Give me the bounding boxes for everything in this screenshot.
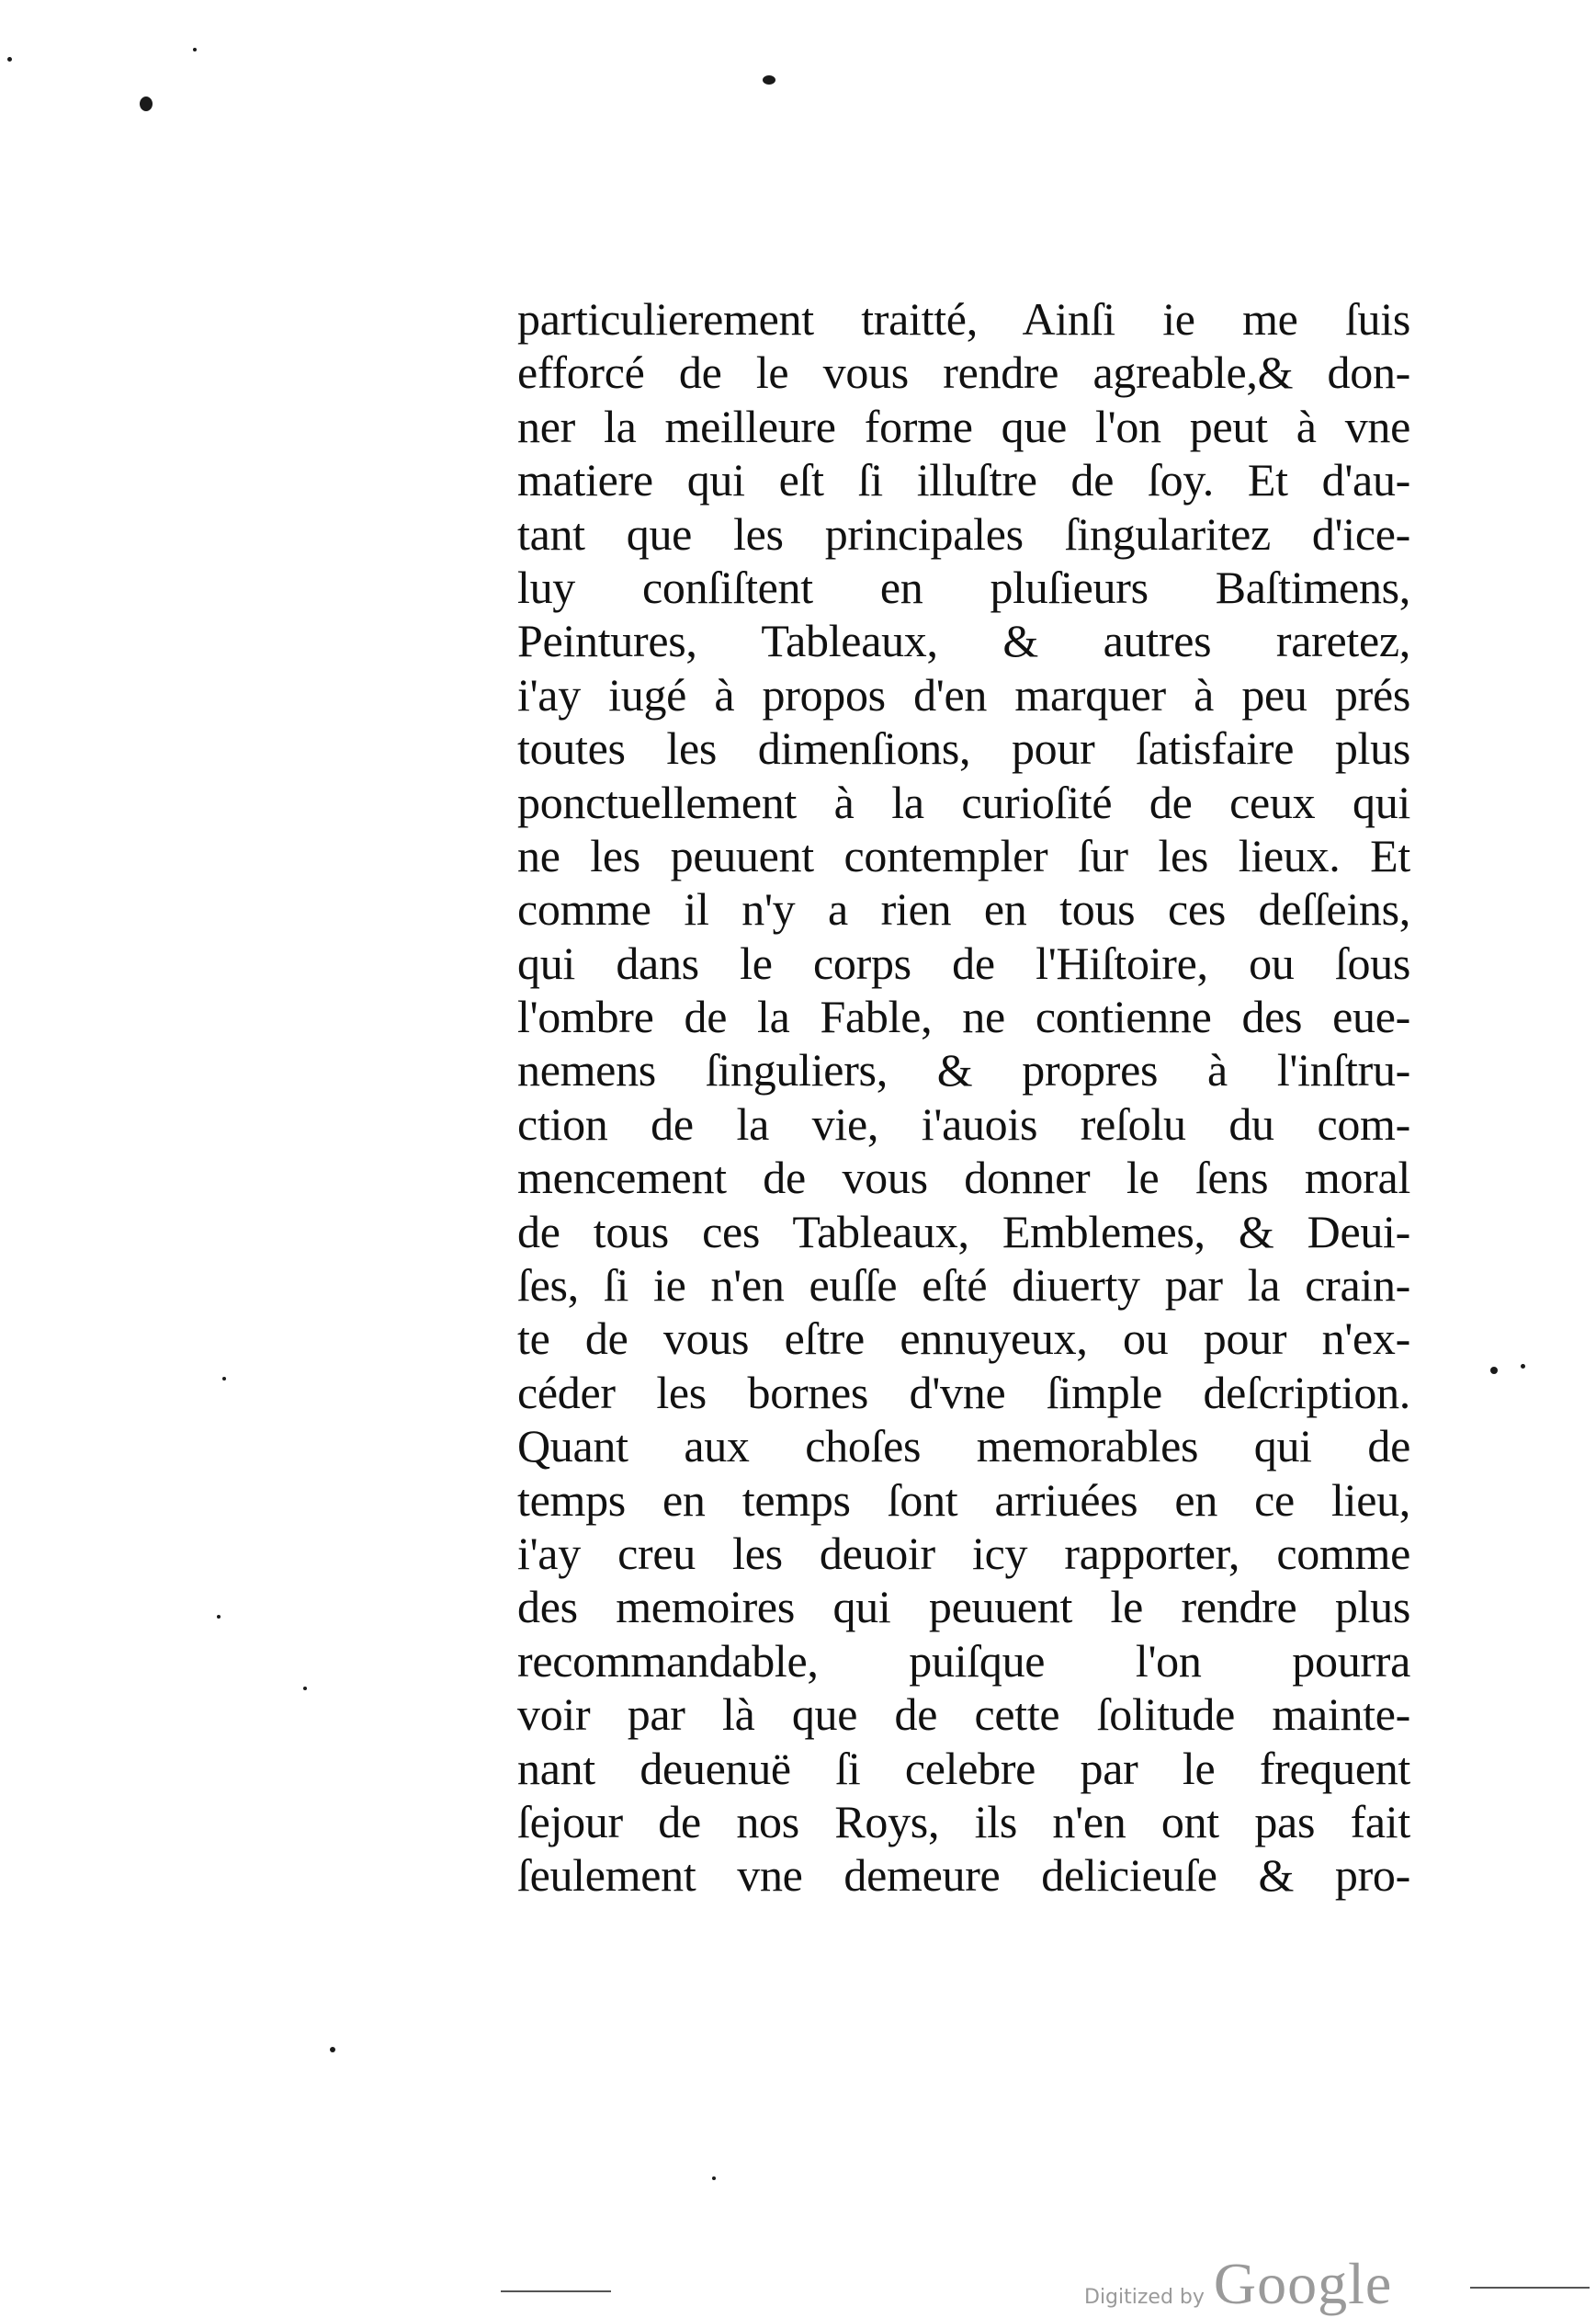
text-line: ner la meilleure forme que l'on peut à vne [517, 400, 1410, 452]
body-text [517, 292, 1410, 1903]
ink-speck [1521, 1364, 1525, 1369]
text-line: temps en temps ſont arriuées en ce lieu, [517, 1473, 1410, 1526]
digitized-watermark [1084, 2250, 1392, 2318]
text-line: Peintures, Tableaux, & autres raretez, [517, 615, 1410, 667]
text-line: ne les peuuent contempler ſur les lieux. Et [517, 829, 1410, 881]
text-line: i'ay iugé à propos d'en marquer à peu prés [517, 668, 1410, 721]
scan-edge-mark [501, 2290, 611, 2292]
text-line: ſes, ſi ie n'en euſſe eſté diuerty par la crain- [517, 1259, 1410, 1312]
text-line: ponctuellement à la curioſité de ceux qui [517, 776, 1410, 828]
ink-speck [303, 1687, 307, 1690]
google-logo: Google [1213, 2251, 1393, 2316]
text-line: de tous ces Tableaux, Emblemes, & Deui- [517, 1205, 1410, 1257]
text-line: toutes les dimenſions, pour ſatisfaire plus [517, 722, 1410, 775]
text-line: particulierement traitté, Ainſi ie me ſuis [517, 293, 1410, 345]
ink-speck [330, 2047, 335, 2052]
text-line: efforcé de le vous rendre agreable,& don- [517, 347, 1410, 399]
ink-speck [712, 2176, 716, 2180]
text-line: i'ay creu les deuoir icy rapporter, comme [517, 1527, 1410, 1579]
scan-edge-mark [1470, 2287, 1590, 2289]
ink-speck [140, 97, 153, 111]
text-line: nemens ſinguliers, & propres à l'inſtru- [517, 1044, 1410, 1097]
ink-speck [193, 48, 197, 51]
ink-speck [7, 57, 12, 62]
text-line: qui dans le corps de l'Hiſtoire, ou ſous [517, 937, 1410, 989]
text-line: tant que les principales ſingularitez d'ice- [517, 507, 1410, 560]
text-line: voir par là que de cette ſolitude mainte- [517, 1688, 1410, 1741]
text-line: matiere qui eſt ſi illuſtre de ſoy. Et d'au- [517, 454, 1410, 506]
text-line: Quant aux choſes memorables qui de [517, 1420, 1410, 1472]
text-line: nant deuenuë ſi celebre par le frequent [517, 1742, 1410, 1794]
text-line: des memoires qui peuuent le rendre plus [517, 1581, 1410, 1633]
ink-speck [1490, 1367, 1498, 1374]
text-line: ſejour de nos Roys, ils n'en ont pas fait [517, 1795, 1410, 1847]
ink-speck [763, 75, 775, 85]
text-line: comme il n'y a rien en tous ces deſſeins, [517, 883, 1410, 936]
ink-speck [217, 1615, 221, 1619]
watermark-prefix: Digitized by [1084, 2286, 1205, 2309]
text-line: te de vous eſtre ennuyeux, ou pour n'ex- [517, 1312, 1410, 1365]
text-line: mencement de vous donner le ſens moral [517, 1152, 1410, 1204]
text-line: ſeulement vne demeure delicieuſe & pro- [517, 1849, 1410, 1902]
text-line: luy conſiſtent en pluſieurs Baſtimens, [517, 561, 1410, 613]
text-line: ction de la vie, i'auois reſolu du com- [517, 1097, 1410, 1150]
text-line: l'ombre de la Fable, ne contienne des eue- [517, 991, 1410, 1043]
text-line: céder les bornes d'vne ſimple deſcription. [517, 1366, 1410, 1418]
ink-speck [222, 1377, 226, 1381]
text-line: recommandable, puiſque l'on pourra [517, 1634, 1410, 1687]
